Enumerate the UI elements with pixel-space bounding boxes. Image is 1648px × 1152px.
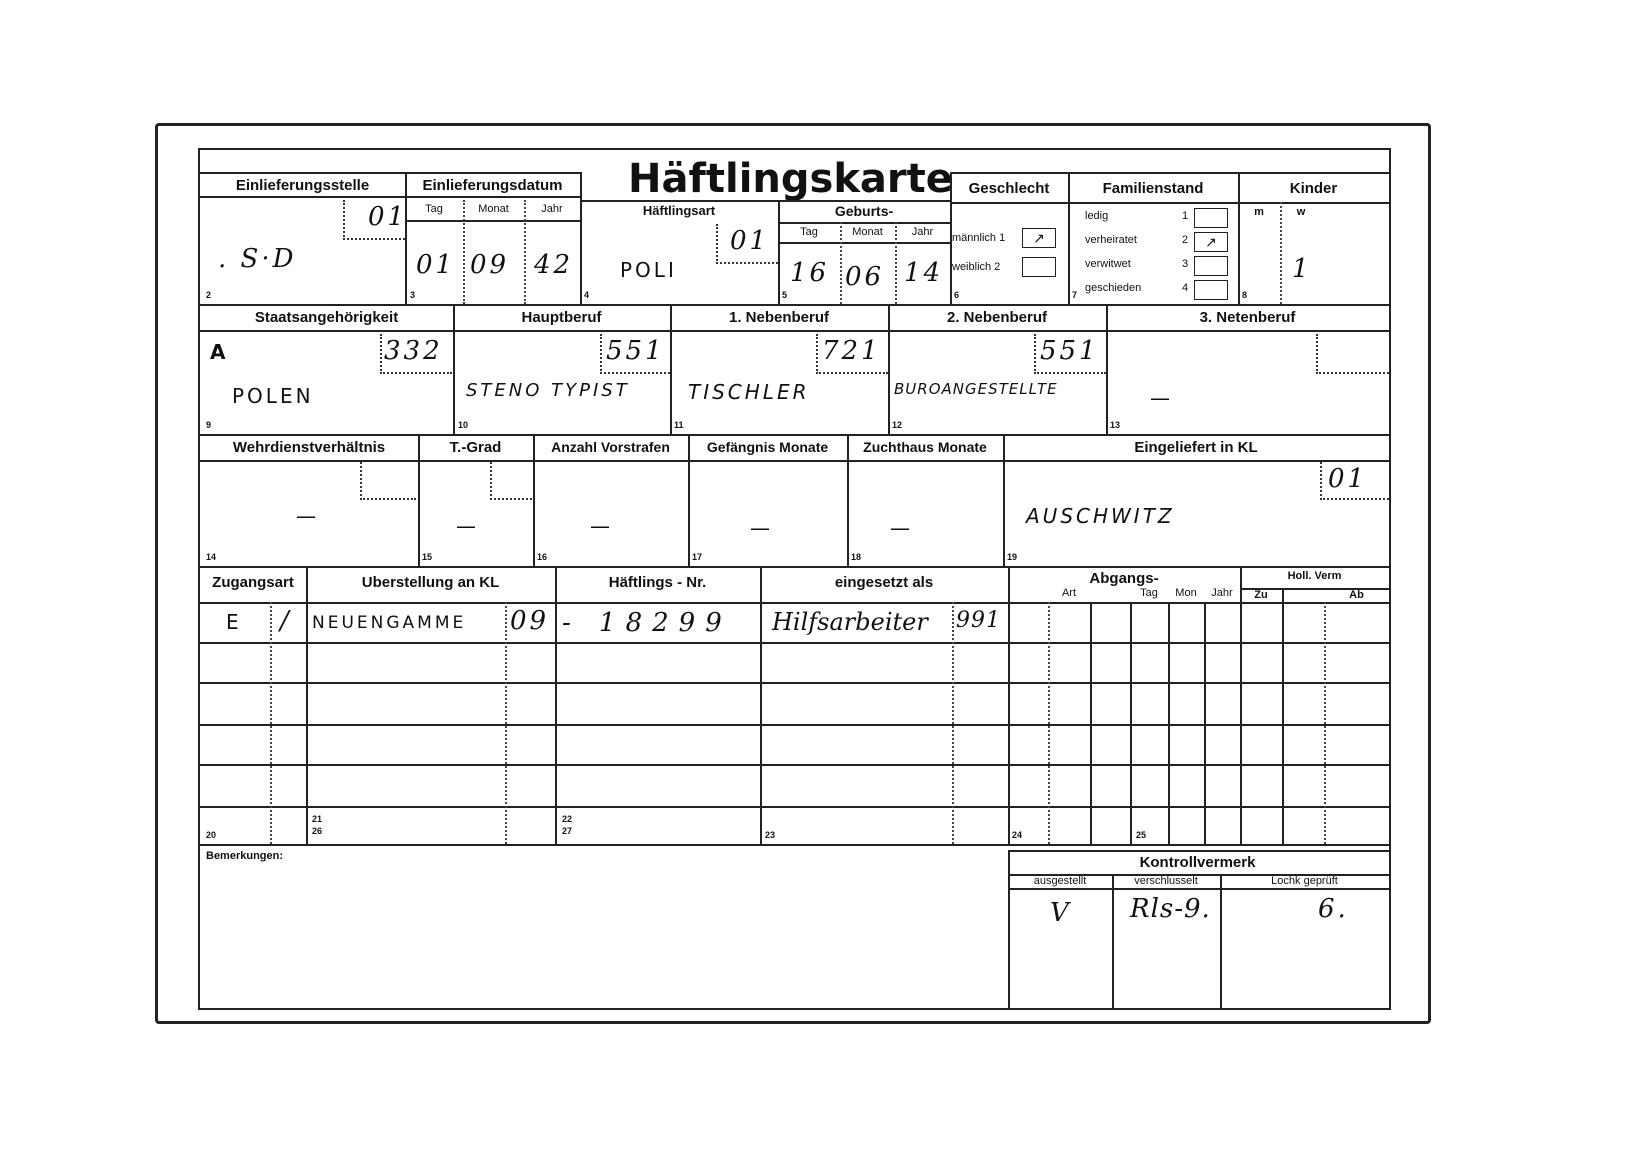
header-vorstrafen: Anzahl Vorstrafen [551, 439, 670, 455]
checkbox-maennlich: ↗ [1022, 228, 1056, 248]
value-neben3: — [1150, 386, 1173, 410]
value-kontroll-2: Rls-9. [1130, 894, 1211, 924]
value-staat-code: 332 [384, 336, 443, 366]
value-tgrad: — [456, 514, 479, 538]
label-geb-monat: Monat [852, 226, 883, 238]
value-ueberstellung: NEUENGAMME [312, 613, 467, 633]
label-maennlich: männlich 1 [952, 232, 1006, 244]
value-kontroll-3: 6. [1318, 894, 1349, 924]
header-familienstand: Familienstand [1102, 180, 1204, 197]
value-jahr: 42 [534, 250, 574, 280]
header-haeftlingsart: Häftlingsart [642, 203, 716, 218]
header-nebenberuf-3: 3. Netenberuf [1199, 309, 1296, 326]
value-eingesetzt-code: 991 [956, 608, 1001, 633]
label-weiblich: weiblich 2 [952, 261, 1001, 273]
value-geb-monat: 06 [845, 262, 885, 292]
checkbox-weiblich [1022, 257, 1056, 277]
value-wehr: — [296, 504, 319, 528]
header-geburts: Geburts- [834, 203, 894, 219]
header-wehrdienst: Wehrdienstverhältnis [232, 439, 386, 456]
header-einlieferungsdatum: Einlieferungsdatum [422, 177, 563, 194]
header-hauptberuf: Hauptberuf [521, 309, 602, 326]
label-ledig: ledig [1085, 210, 1109, 222]
label-ab: Ab [1349, 589, 1364, 601]
value-zuchthaus: — [890, 516, 913, 540]
header-kinder: Kinder [1289, 180, 1338, 197]
label-geschieden: geschieden [1085, 282, 1142, 294]
value-zugang-2: / [280, 606, 292, 636]
header-eingeliefert: Eingeliefert in KL [1134, 439, 1258, 456]
value-geb-tag: 16 [790, 258, 830, 288]
label-tag: Tag [425, 203, 443, 215]
value-staat: POLEN [232, 384, 314, 408]
label-kinder-w: w [1296, 206, 1306, 218]
value-gefaengnis: — [750, 516, 773, 540]
label-ausgestellt: ausgestellt [1033, 875, 1087, 887]
label-verheiratet: verheiratet [1085, 234, 1137, 246]
value-ueberstellung-code: 09 [510, 606, 550, 636]
label-zu: Zu [1254, 589, 1268, 601]
header-eingesetzt: eingesetzt als [834, 574, 934, 591]
checkbox-ledig [1194, 208, 1228, 228]
label-geb-jahr: Jahr [911, 226, 934, 238]
label-abgang-tag: Tag [1140, 587, 1158, 599]
label-geb-tag: Tag [800, 226, 818, 238]
label-abgang-jahr: Jahr [1211, 587, 1233, 599]
label-abgang-mon: Mon [1175, 587, 1197, 599]
header-tgrad: T.-Grad [449, 439, 502, 456]
header-zuchthaus: Zuchthaus Monate [863, 439, 987, 455]
value-stelle-code: 01 [368, 202, 408, 232]
label-bemerkungen: Bemerkungen: [206, 850, 284, 862]
header-nebenberuf-1: 1. Nebenberuf [728, 309, 830, 326]
header-einlieferungsstelle: Einlieferungsstelle [235, 177, 370, 194]
value-neben2: BUROANGESTELLTE [894, 380, 1058, 398]
checkbox-verwitwet [1194, 256, 1228, 276]
value-neben1-code: 721 [822, 336, 881, 366]
value-zugang: E [226, 610, 242, 634]
value-art: POLI [620, 258, 677, 282]
label-jahr: Jahr [541, 203, 563, 215]
value-kl: AUSCHWITZ [1026, 504, 1175, 528]
value-kontroll-1: V [1050, 898, 1072, 928]
header-geschlecht: Geschlecht [968, 180, 1050, 197]
code-box-neben3 [1316, 334, 1389, 374]
header-gefaengnis: Gefängnis Monate [706, 439, 829, 455]
code-box-wehr [360, 462, 416, 500]
header-nebenberuf-2: 2. Nebenberuf [946, 309, 1048, 326]
prisoner-card [155, 123, 1431, 1024]
value-eingesetzt: Hilfsarbeiter [772, 608, 928, 636]
label-monat: Monat [478, 203, 509, 215]
code-box-tgrad [490, 462, 532, 500]
value-neben2-code: 551 [1040, 336, 1099, 366]
value-monat: 09 [470, 250, 510, 280]
card-title: Häftlingskarte [628, 156, 953, 202]
header-staatsangehoerigkeit: Staatsangehörigkeit [254, 309, 399, 326]
value-haeftlingsnr: - 18299 [562, 608, 732, 638]
header-kontrollvermerk: Kontrollvermerk [1139, 854, 1256, 871]
label-verwitwet: verwitwet [1085, 258, 1131, 270]
value-staat-a: A [210, 340, 229, 364]
header-haeftlingsnr: Häftlings - Nr. [608, 574, 707, 591]
label-lochk: Lochk geprüft [1271, 875, 1338, 887]
value-kl-code: 01 [1328, 464, 1368, 494]
checkbox-geschieden [1194, 280, 1228, 300]
value-geb-jahr: 14 [904, 258, 944, 288]
value-haupt: STENO TYPIST [466, 380, 630, 401]
value-tag: 01 [416, 250, 456, 280]
value-stelle: . S·D [218, 244, 297, 274]
value-vorstrafen: — [590, 514, 613, 538]
header-ueberstellung: Uberstellung an KL [361, 574, 500, 591]
value-art-code: 01 [730, 226, 770, 256]
label-kinder-m: m [1254, 206, 1264, 218]
value-kinder: 1 [1292, 254, 1312, 284]
header-abgangs: Abgangs- [1089, 570, 1159, 587]
card-form: Häftlingskarte Einlieferungsstelle Einlieferungsdatum Tag Monat Jahr Häftlingsart Geburts- Tag Monat Jahr Geschlecht Familienstand Kinder m w männlich 1 ↗ weiblich 2 ledig 1 verheiratet 2 ↗ verwitwet 3 geschieden 4 01 . S·D 01 09 42 01 POLI 16 06 14 1 2 3 4 5 6 7 8 Staatsangehörigkeit Hauptberuf 1. Nebenberuf 2. Nebenberuf 3. Netenberuf A 332 POLEN 551 STENO TYPIST 721 TISCHLER 551 BUROANGESTELLTE — 9 10 11 12 13 Wehrdienstverhältnis T.-Grad Anzahl Vorstrafen Gefängnis Monate Zuchthaus Monate Eingeliefert in KL — — — — — 01 AUSCHWITZ 14 15 16 17 18 19 Zugangsart Uberstellung an KL Häftlings - Nr. eingesetzt als Abgangs- Art Tag Mon Jahr Holl. Verm Zu Ab E / NEUENGAMME 09 - 18299 Hilfsarbeiter 991 20 21 26 22 27 23 24 25 Bemerkungen: Kontrollvermerk ausgestellt verschlusselt Lochk geprüft V Rls-9. 6. [198, 148, 1391, 1010]
label-verschluesselt: verschlusselt [1134, 875, 1198, 887]
label-abgang-art: Art [1061, 587, 1077, 599]
value-neben1: TISCHLER [688, 380, 810, 404]
checkbox-verheiratet: ↗ [1194, 232, 1228, 252]
header-zugangsart: Zugangsart [212, 574, 294, 591]
label-holl-verm: Holl. Verm [1287, 570, 1342, 582]
value-haupt-code: 551 [606, 336, 665, 366]
